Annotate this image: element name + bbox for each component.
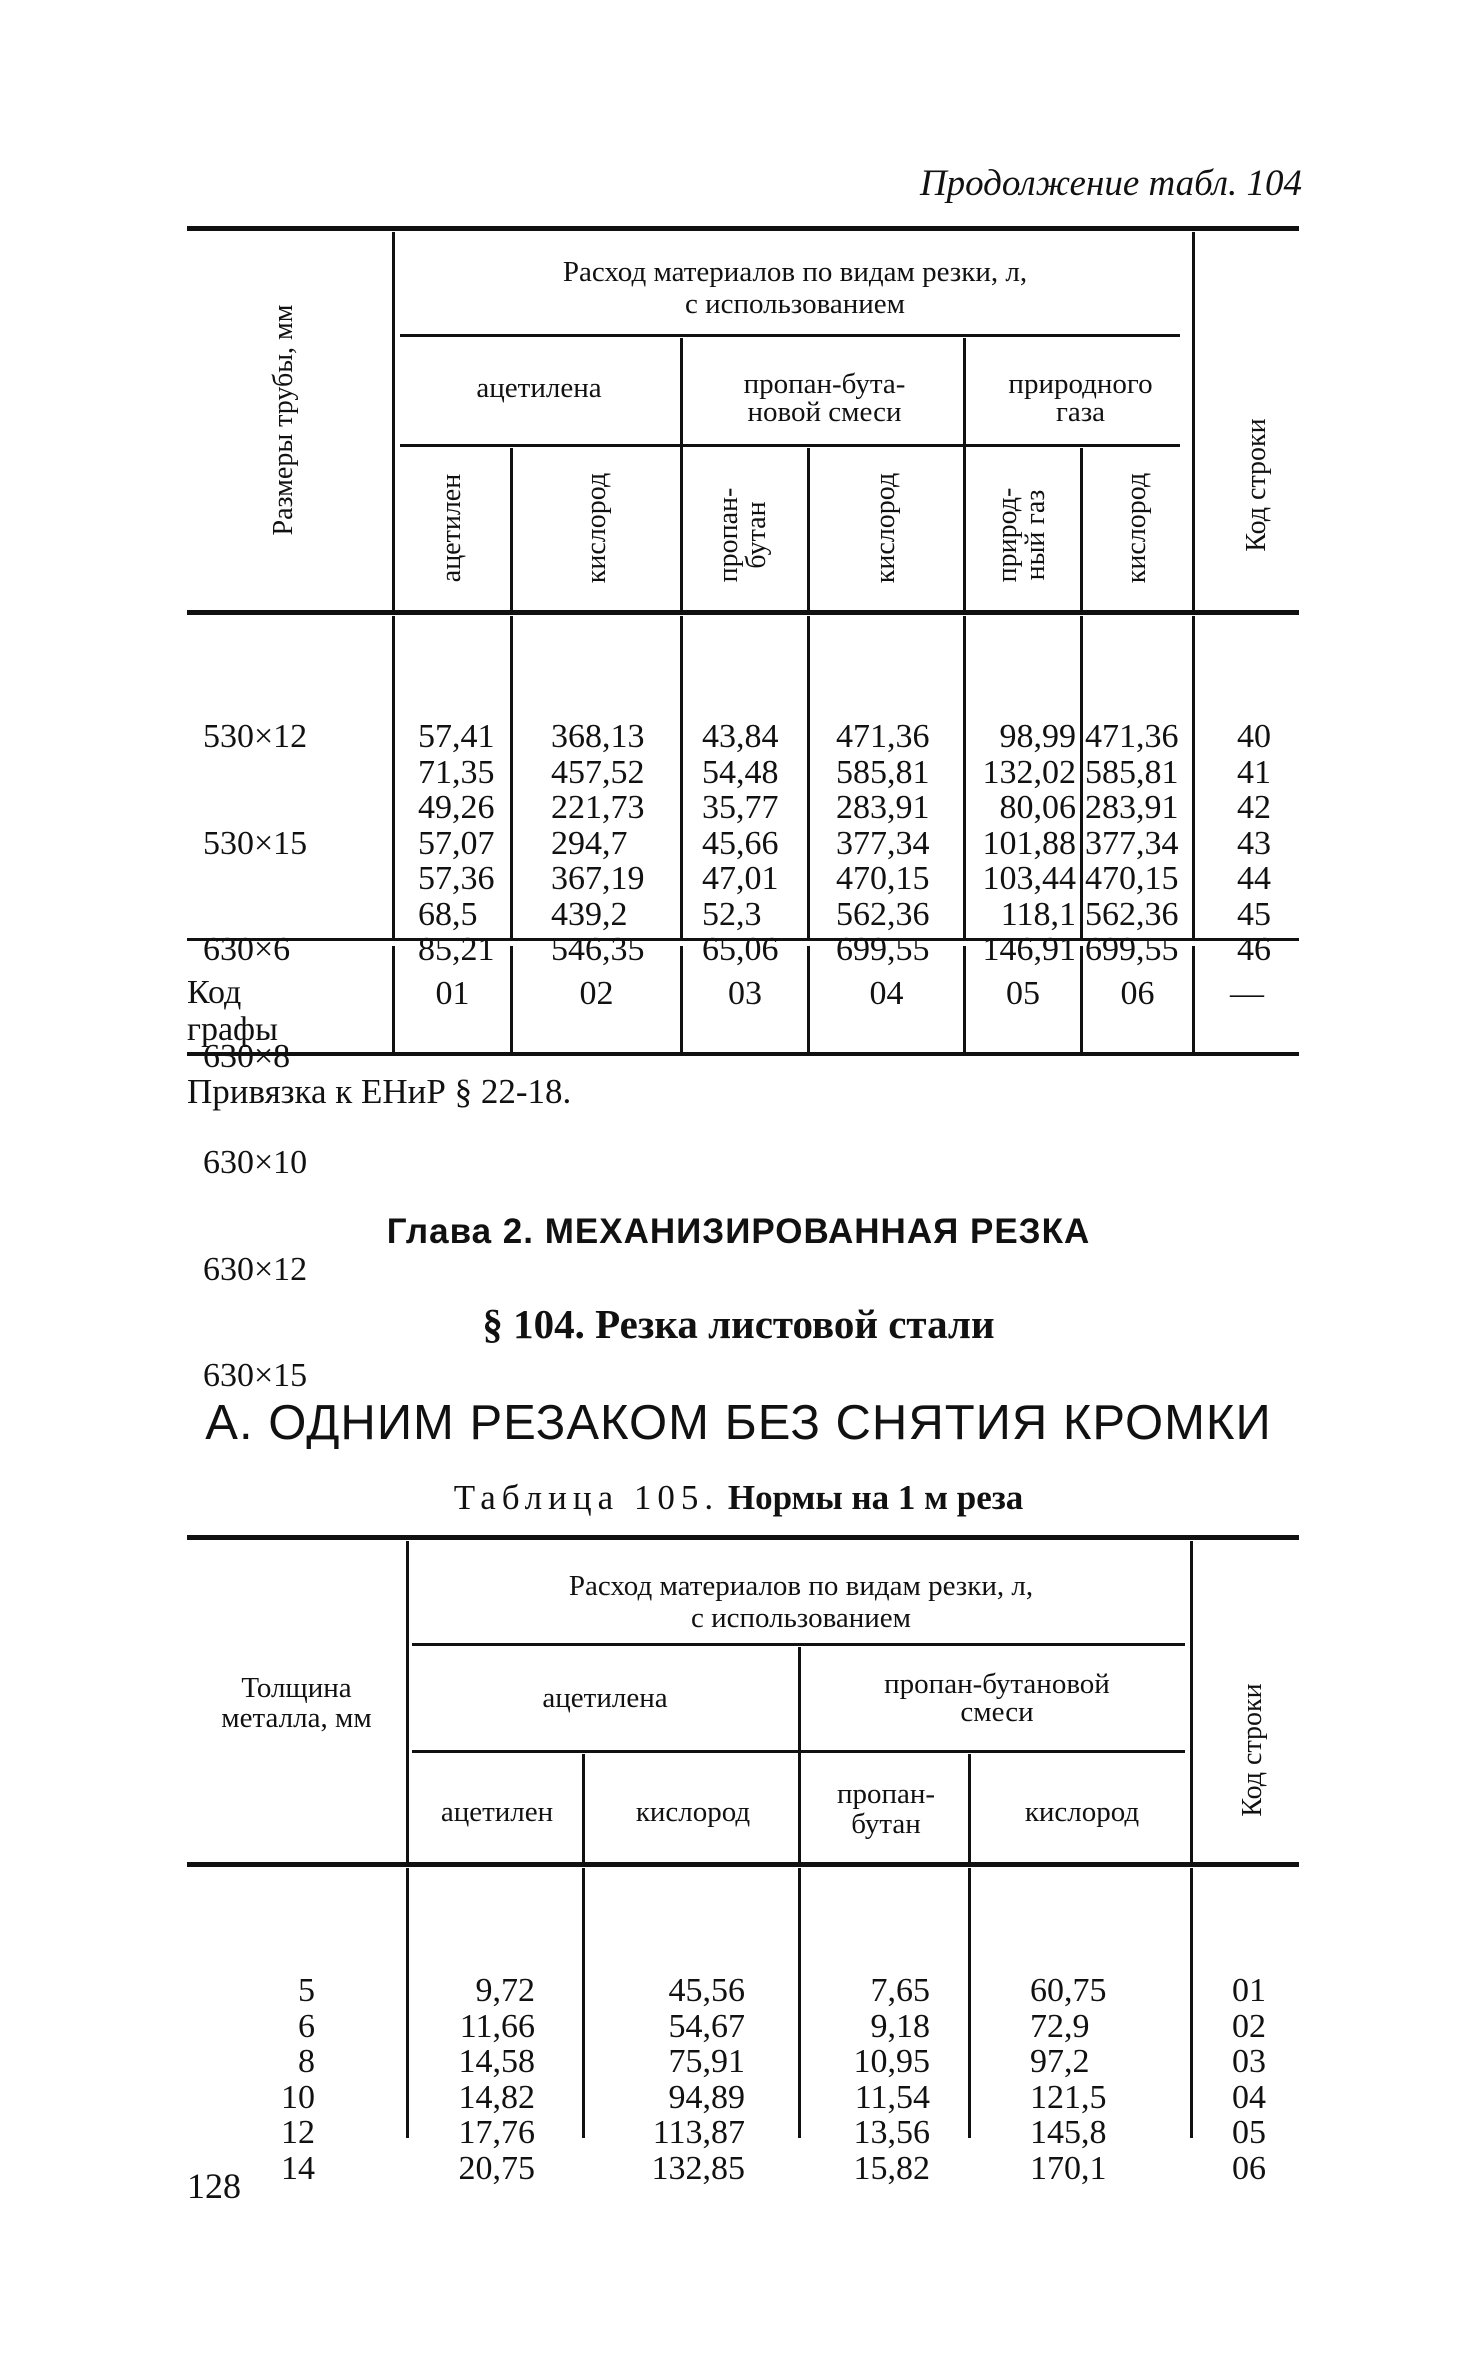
data-cell: 103,44 <box>982 860 1076 897</box>
data-cell: 97,2 <box>1030 2043 1090 2080</box>
reference-note: Привязка к ЕНиР § 22-18. <box>187 1072 572 1111</box>
row-code: 43 <box>1237 824 1271 862</box>
data-cell: 13,56 <box>853 2114 930 2151</box>
row-label: 630×15 <box>203 1357 308 1394</box>
col-code: 01 <box>435 975 470 1012</box>
row-label: 630×8 <box>203 1037 291 1075</box>
column-divider <box>406 1868 409 2138</box>
row-label: 5 <box>298 1972 315 2009</box>
column-divider <box>680 616 683 938</box>
data-cell: 145,8 <box>1030 2114 1107 2151</box>
data-cell: 368,13 <box>551 718 645 755</box>
data-cell: 75,91 <box>668 2043 745 2080</box>
data-cell: 11,66 <box>459 2007 535 2045</box>
data-cell: 585,81 <box>836 753 930 791</box>
data-cell: 562,36 <box>1085 895 1179 933</box>
column-divider <box>798 1647 801 1862</box>
subcol-header: пропан- бутан <box>836 1778 936 1840</box>
data-cell: 98,99 <box>999 718 1076 755</box>
data-cell: 94,89 <box>668 2078 745 2116</box>
data-cell: 72,9 <box>1030 2007 1090 2045</box>
column-divider <box>963 338 966 610</box>
data-cell: 471,36 <box>1085 718 1179 755</box>
subcol-header: кислород <box>1121 472 1152 584</box>
column-divider <box>1192 232 1195 610</box>
group-header-propane-butane: пропан-бутановой смеси <box>884 1668 1110 1728</box>
column-divider <box>968 1868 971 2138</box>
col-code: 05 <box>1006 975 1040 1012</box>
row-label: 10 <box>281 2078 315 2116</box>
data-cell: 54,48 <box>702 753 779 791</box>
column-divider <box>968 1754 971 1862</box>
column-divider <box>582 1754 585 1862</box>
data-cell: 71,35 <box>418 753 495 791</box>
row-code: 05 <box>1232 2114 1266 2151</box>
data-cell: 14,82 <box>458 2078 535 2116</box>
data-column <box>1030 1902 1107 2257</box>
data-cell: 43,84 <box>702 718 779 755</box>
data-cell: 57,41 <box>418 718 495 755</box>
column-divider <box>1192 616 1195 938</box>
data-cell: 585,81 <box>1085 753 1179 791</box>
table-bottom-rule <box>187 1052 1299 1056</box>
data-column <box>430 1902 535 2257</box>
row-labels <box>240 1902 315 2257</box>
col-code: 02 <box>579 975 614 1012</box>
table-caption: Таблица 105. Нормы на 1 м реза <box>453 1478 1024 1517</box>
data-cell: 85,21 <box>418 931 495 968</box>
header-rule <box>400 444 1180 447</box>
column-divider <box>680 338 683 610</box>
data-cell: 35,77 <box>702 789 779 826</box>
column-divider <box>1190 1868 1193 2138</box>
row-code: 40 <box>1237 718 1271 755</box>
col-code: — <box>1230 975 1264 1012</box>
code-header: Код строки <box>1241 418 1272 552</box>
column-divider <box>392 232 395 610</box>
page-number: 128 <box>187 2166 241 2206</box>
subcol-header: пропан- бутан <box>713 487 772 583</box>
data-cell: 699,55 <box>1085 931 1179 968</box>
row-label: 14 <box>281 2149 315 2187</box>
data-cell: 101,88 <box>982 824 1076 862</box>
column-divider <box>1190 1541 1193 1862</box>
data-cell: 60,75 <box>1030 1972 1107 2009</box>
table-top-rule <box>187 226 1299 231</box>
row-code: 45 <box>1237 895 1271 933</box>
data-cell: 20,75 <box>458 2149 535 2187</box>
data-cell: 14,58 <box>458 2043 535 2080</box>
group-header-propane-butane: пропан-бута- новой смеси <box>743 368 906 428</box>
col-code: 04 <box>869 975 904 1012</box>
subcol-header: ацетилен <box>440 1796 554 1828</box>
column-divider <box>582 1868 585 2138</box>
data-cell: 11,54 <box>854 2078 930 2116</box>
data-cell: 9,18 <box>870 2007 930 2045</box>
data-cell: 283,91 <box>836 789 930 826</box>
row-label: 8 <box>298 2043 315 2080</box>
data-cell: 170,1 <box>1030 2149 1107 2187</box>
row-code: 42 <box>1237 789 1271 826</box>
header-rule <box>412 1643 1185 1646</box>
row-label: 530×15 <box>203 824 308 862</box>
row-code: 03 <box>1232 2043 1266 2080</box>
data-cell: 68,5 <box>418 895 478 933</box>
data-cell: 377,34 <box>836 824 930 862</box>
data-cell: 121,5 <box>1030 2078 1107 2116</box>
header-bottom-rule <box>187 610 1299 615</box>
data-cell: 562,36 <box>836 895 930 933</box>
row-label: 630×10 <box>203 1144 308 1181</box>
row-label: 530×12 <box>203 718 308 755</box>
data-column <box>820 1902 930 2257</box>
header-main: Расход материалов по видам резки, л, с использованием <box>562 256 1028 320</box>
data-cell: 7,65 <box>870 1972 930 2009</box>
data-cell: 47,01 <box>702 860 779 897</box>
column-divider <box>807 448 810 610</box>
data-cell: 49,26 <box>418 789 495 826</box>
running-head: Продолжение табл. 104 <box>919 163 1302 204</box>
column-divider <box>798 1868 801 2138</box>
row-label: 6 <box>298 2007 315 2045</box>
data-cell: 377,34 <box>1085 824 1179 862</box>
data-cell: 57,07 <box>418 824 495 862</box>
row-label-header: Размеры трубы, мм <box>268 304 299 536</box>
data-cell: 113,87 <box>652 2114 745 2151</box>
row-code: 41 <box>1237 753 1271 791</box>
code-column <box>1232 1902 1266 2257</box>
section-heading: § 104. Резка листовой стали <box>482 1301 995 1347</box>
data-cell: 367,19 <box>551 860 645 897</box>
data-cell: 118,1 <box>1000 895 1076 933</box>
col-code-label: Код графы <box>187 974 278 1048</box>
data-cell: 146,91 <box>982 931 1076 968</box>
data-cell: 294,7 <box>551 824 628 862</box>
row-label-header: Толщина металла, мм <box>221 1672 372 1734</box>
column-divider <box>392 616 395 938</box>
data-cell: 17,76 <box>458 2114 535 2151</box>
subcol-header: ацетилен <box>436 473 467 583</box>
row-label: 630×12 <box>203 1250 308 1288</box>
data-cell: 132,85 <box>651 2149 745 2187</box>
row-code: 01 <box>1232 1972 1266 2009</box>
subcol-header: кислород <box>581 472 612 584</box>
column-divider <box>406 1541 409 1862</box>
data-cell: 221,73 <box>551 789 645 826</box>
data-cell: 470,15 <box>1085 860 1179 897</box>
column-divider <box>1080 448 1083 610</box>
data-cell: 132,02 <box>982 753 1076 791</box>
row-label: 12 <box>281 2114 315 2151</box>
data-cell: 65,06 <box>702 931 779 968</box>
subcol-header: кислород <box>635 1796 751 1828</box>
group-header-acetylene: ацетилена <box>476 372 602 404</box>
data-cell: 45,66 <box>702 824 779 862</box>
data-cell: 546,35 <box>551 931 645 968</box>
row-code: 06 <box>1232 2149 1266 2187</box>
subsection-heading: А. ОДНИМ РЕЗАКОМ БЕЗ СНЯТИЯ КРОМКИ <box>205 1396 1272 1450</box>
data-cell: 10,95 <box>853 2043 930 2080</box>
column-divider <box>807 616 810 938</box>
data-column <box>620 1902 745 2257</box>
column-divider <box>510 448 513 610</box>
header-bottom-rule <box>187 1862 1299 1867</box>
data-cell: 45,56 <box>668 1972 745 2009</box>
subcol-header: природ- ный газ <box>992 487 1051 583</box>
data-cell: 457,52 <box>551 753 645 791</box>
group-header-natural-gas: природного газа <box>1008 368 1153 428</box>
group-header-acetylene: ацетилена <box>542 1682 668 1714</box>
row-code: 02 <box>1232 2007 1266 2045</box>
code-header: Код строки <box>1237 1683 1268 1817</box>
subcol-header: кислород <box>870 472 901 584</box>
data-cell: 283,91 <box>1085 789 1179 826</box>
data-cell: 699,55 <box>836 931 930 968</box>
chapter-heading: Глава 2. МЕХАНИЗИРОВАННАЯ РЕЗКА <box>386 1212 1091 1251</box>
data-cell: 439,2 <box>551 895 628 933</box>
data-cell: 9,72 <box>475 1972 535 2009</box>
row-code: 44 <box>1237 860 1271 897</box>
data-cell: 471,36 <box>836 718 930 755</box>
row-code: 46 <box>1237 931 1271 968</box>
subcol-header: кислород <box>1024 1796 1140 1828</box>
data-cell: 80,06 <box>999 789 1076 826</box>
column-divider <box>1080 616 1083 938</box>
header-rule <box>400 334 1180 337</box>
col-code: 06 <box>1120 975 1155 1012</box>
data-cell: 52,3 <box>702 895 762 933</box>
table-top-rule <box>187 1535 1299 1540</box>
data-cell: 57,36 <box>418 860 495 897</box>
row-label: 630×6 <box>203 931 291 968</box>
column-divider <box>510 616 513 938</box>
data-cell: 470,15 <box>836 860 930 897</box>
data-cell: 15,82 <box>853 2149 930 2187</box>
col-code: 03 <box>728 975 762 1012</box>
data-cell: 54,67 <box>668 2007 745 2045</box>
row-code: 04 <box>1232 2078 1266 2116</box>
header-main: Расход материалов по видам резки, л, с использованием <box>568 1570 1034 1634</box>
